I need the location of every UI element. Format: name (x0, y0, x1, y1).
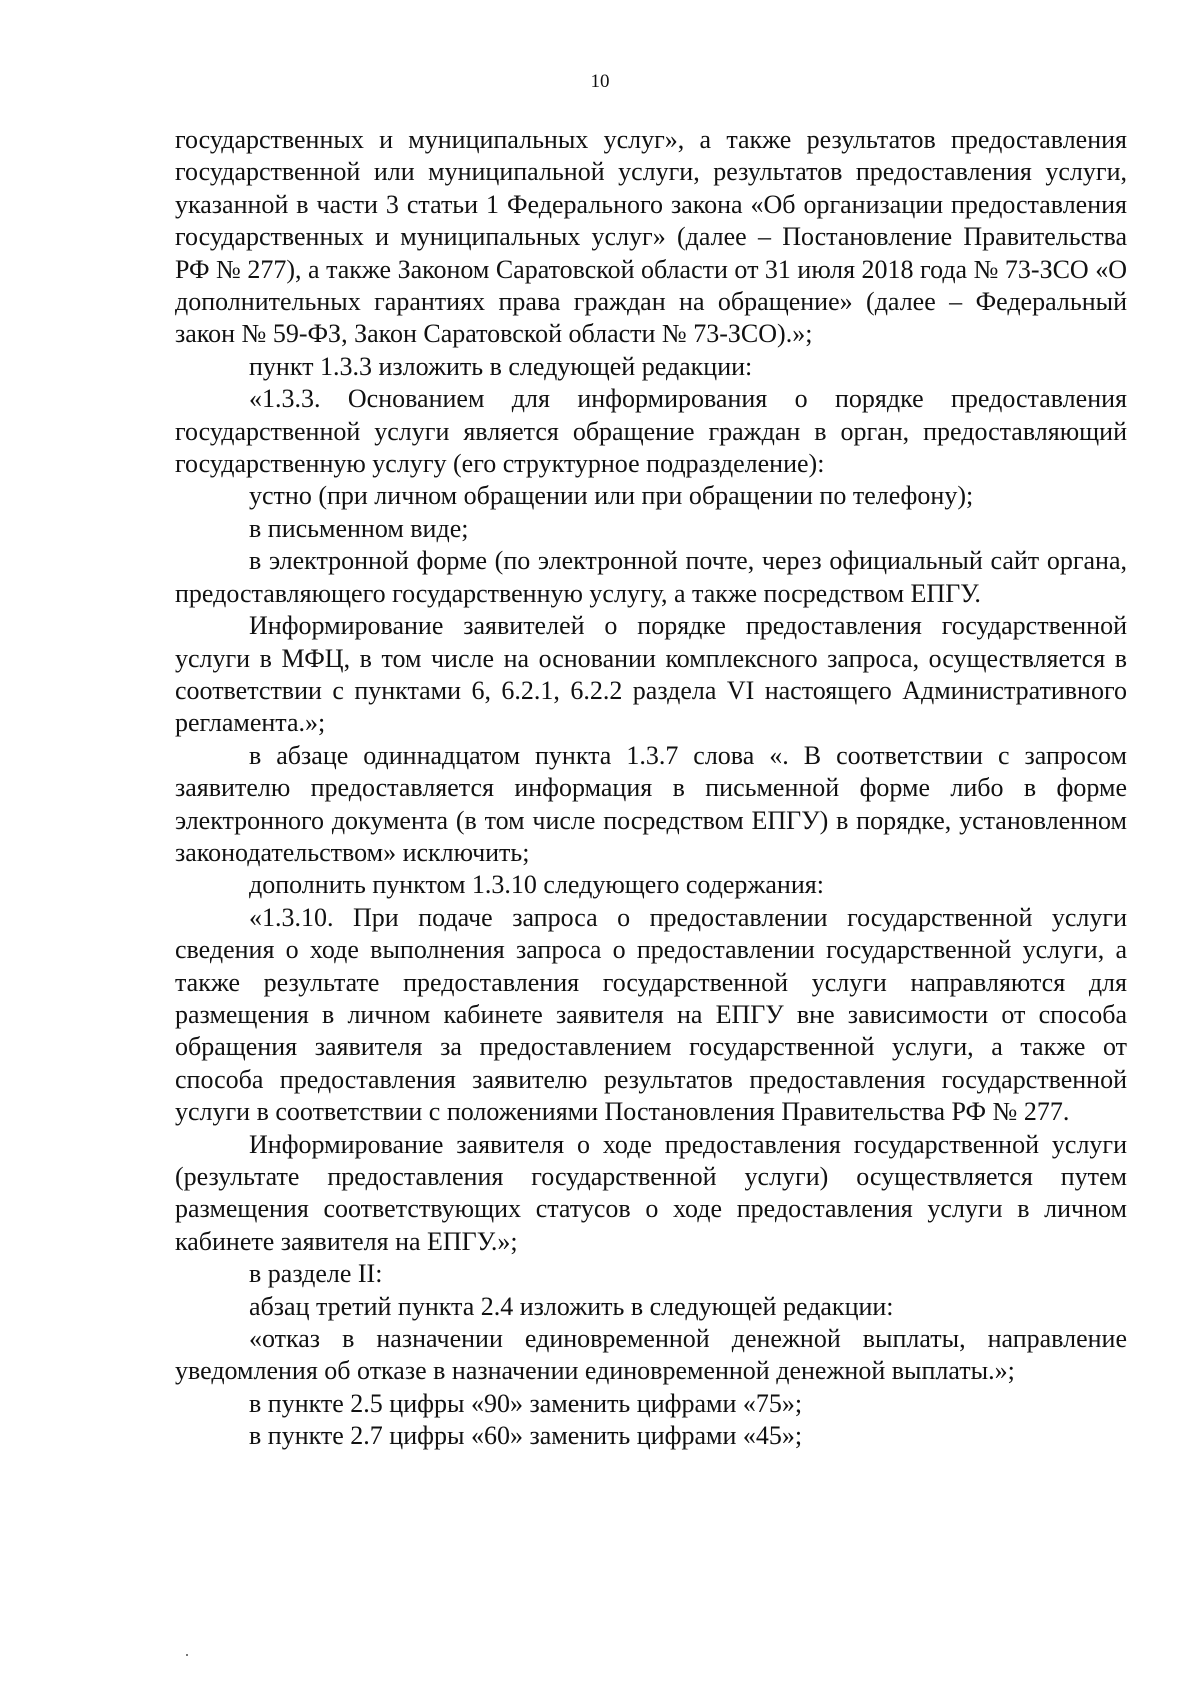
paragraph-7: Информирование заявителей о порядке предоставления государственной услуги в МФЦ, в том числе на основании комплексного запроса, осуществляется в соответствии с пунктами 6, 6.2.1, 6.2.2 раздела VI настоящего Административного регламента.»; (175, 611, 1127, 738)
paragraph-12: в разделе II: (249, 1259, 383, 1289)
paragraph-8: в абзаце одиннадцатом пункта 1.3.7 слова «. В соответствии с запросом заявителю предоставляется информация в письменной форме либо в форме электронного документа (в том числе посредством ЕПГУ) в порядке, установленном законодательством» исключить; (175, 740, 1127, 867)
scan-speck (186, 1654, 188, 1656)
paragraph-13: абзац третий пункта 2.4 изложить в следующей редакции: (249, 1291, 894, 1321)
paragraph-10: «1.3.10. При подаче запроса о предоставлении государственной услуги сведения о ходе выполнения запроса о предоставлении государственной услуги, а также результате предоставления государственной услуги направляются для размещения в личном кабинете заявителя на ЕПГУ вне зависимости от способа обращения заявителя за предоставлением государственной услуги, а также от способа предоставления заявителю результатов предоставления государственной услуги в соответствии с положениями Постановления Правительства РФ № 277. (175, 902, 1127, 1127)
paragraph-9: дополнить пунктом 1.3.10 следующего содержания: (249, 870, 824, 900)
paragraph-6: в электронной форме (по электронной почте, через официальный сайт органа, предоставляющего государственную услугу, а также посредством ЕПГУ. (175, 546, 1127, 608)
paragraph-15: в пункте 2.5 цифры «90» заменить цифрами «75»; (249, 1388, 803, 1418)
paragraph-1: государственных и муниципальных услуг», а также результатов предоставления государственной или муниципальной услуги, результатов предоставления услуги, указанной в части 3 статьи 1 Федерального закона «Об организации предоставления государственных и муниципальных услуг» (далее – Постановление Правительства РФ № 277), а также Законом Саратовской области от 31 июля 2018 года № 73-ЗСО «О дополнительных гарантиях права граждан на обращение» (далее – Федеральный закон № 59-ФЗ, Закон Саратовской области № 73-ЗСО).»; (175, 125, 1127, 349)
page-number: 10 (590, 71, 610, 92)
paragraph-5: в письменном виде; (249, 513, 469, 543)
document-body (175, 124, 1127, 1453)
paragraph-14: «отказ в назначении единовременной денежной выплаты, направление уведомления об отказе в назначении единовременной денежной выплаты.»; (175, 1324, 1127, 1386)
paragraph-2: пункт 1.3.3 изложить в следующей редакции: (249, 351, 753, 381)
paragraph-11: Информирование заявителя о ходе предоставления государственной услуги (результате предоставления государственной услуги) осуществляется путем размещения соответствующих статусов о ходе предоставления услуги в личном кабинете заявителя на ЕПГУ.»; (175, 1129, 1127, 1256)
paragraph-3: «1.3.3. Основанием для информирования о порядке предоставления государственной услуги является обращение граждан в орган, предоставляющий государственную услугу (его структурное подразделение): (175, 384, 1127, 479)
paragraph-4: устно (при личном обращении или при обращении по телефону); (249, 481, 974, 511)
paragraph-16: в пункте 2.7 цифры «60» заменить цифрами «45»; (249, 1421, 803, 1451)
